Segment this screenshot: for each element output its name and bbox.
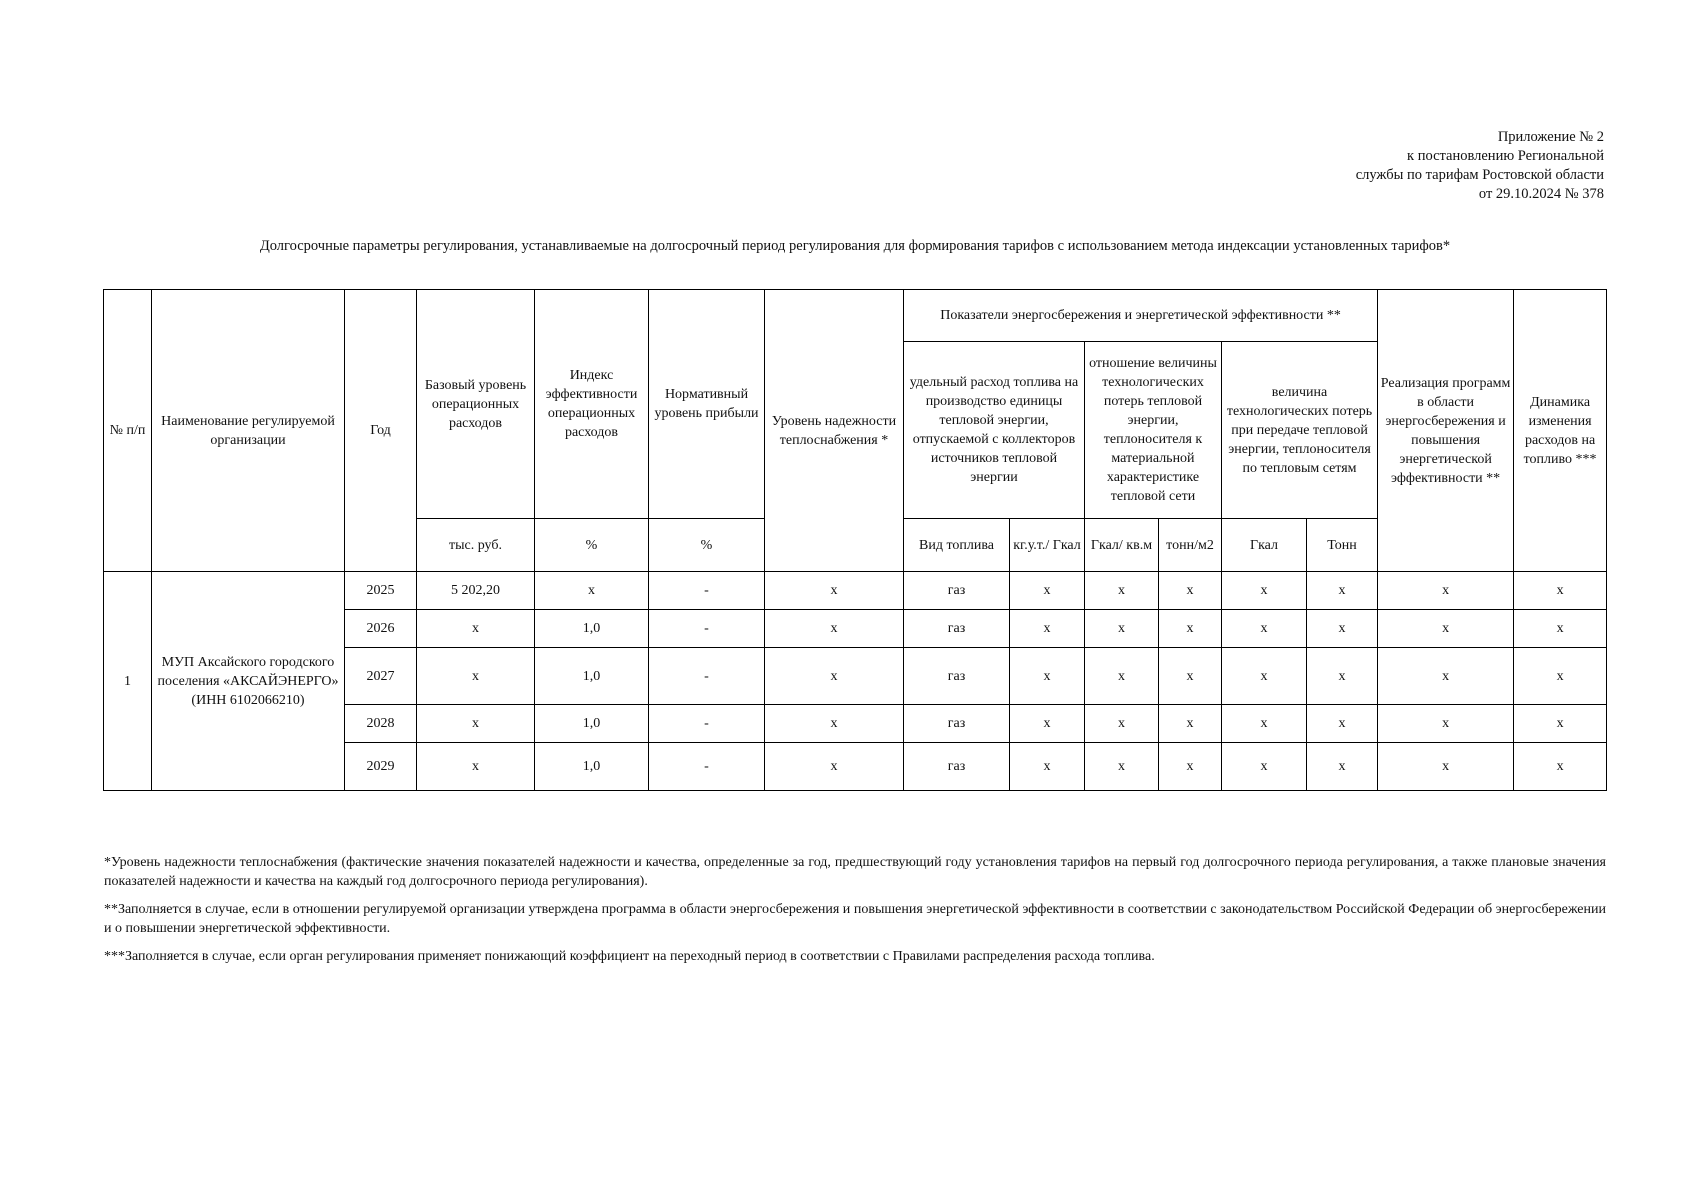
- cell-index: x: [535, 572, 649, 610]
- cell-year: 2028: [345, 705, 417, 743]
- header-num: № п/п: [104, 290, 152, 572]
- unit-fuel-type: Вид топлива: [904, 519, 1010, 572]
- cell-reliability: x: [765, 572, 904, 610]
- cell-loss-ratio-ton: x: [1159, 705, 1222, 743]
- unit-loss-ton: Тонн: [1307, 519, 1378, 572]
- cell-loss-ratio-gkal: x: [1085, 743, 1159, 791]
- cell-fuel-type: газ: [904, 648, 1010, 705]
- cell-loss-gkal: x: [1222, 743, 1307, 791]
- cell-programs: x: [1378, 610, 1514, 648]
- cell-dynamics: x: [1514, 743, 1607, 791]
- appendix-line-1: Приложение № 2: [1497, 129, 1604, 145]
- cell-reliability: x: [765, 610, 904, 648]
- cell-fuel-rate: x: [1010, 743, 1085, 791]
- unit-loss-ratio-ton: тонн/м2: [1159, 519, 1222, 572]
- appendix-block: [1356, 128, 1604, 204]
- cell-loss-ratio-ton: x: [1159, 648, 1222, 705]
- cell-base: x: [417, 743, 535, 791]
- cell-year: 2029: [345, 743, 417, 791]
- cell-fuel-rate: x: [1010, 572, 1085, 610]
- cell-dynamics: x: [1514, 610, 1607, 648]
- appendix-line-4: от 29.10.2024 № 378: [1478, 186, 1604, 202]
- cell-loss-ratio-gkal: x: [1085, 610, 1159, 648]
- cell-base: x: [417, 648, 535, 705]
- cell-year: 2027: [345, 648, 417, 705]
- cell-year: 2025: [345, 572, 417, 610]
- header-year: Год: [345, 290, 417, 572]
- cell-reliability: x: [765, 705, 904, 743]
- cell-profit: -: [649, 705, 765, 743]
- footnote-fuel-coefficient: ***Заполняется в случае, если орган регулирования применяет понижающий коэффициент на переходный период в соответствии с Правилами распределения расхода топлива.: [104, 949, 1155, 964]
- cell-dynamics: x: [1514, 572, 1607, 610]
- appendix-line-2: к постановлению Региональной: [1407, 148, 1604, 164]
- header-loss-value: величина технологических потерь при передаче тепловой энергии, теплоносителя по тепловым сетям: [1222, 342, 1378, 519]
- cell-programs: x: [1378, 705, 1514, 743]
- cell-fuel-rate: x: [1010, 705, 1085, 743]
- cell-loss-ton: x: [1307, 705, 1378, 743]
- cell-fuel-type: газ: [904, 705, 1010, 743]
- parameters-table: [103, 289, 1607, 791]
- cell-index: 1,0: [535, 648, 649, 705]
- org-name: МУП Аксайского городского поселения «АКСАЙЭНЕРГО» (ИНН 6102066210): [152, 572, 345, 791]
- cell-loss-ton: x: [1307, 648, 1378, 705]
- cell-base: x: [417, 705, 535, 743]
- cell-loss-gkal: x: [1222, 610, 1307, 648]
- unit-profit: %: [649, 519, 765, 572]
- cell-loss-ratio-gkal: x: [1085, 648, 1159, 705]
- cell-loss-gkal: x: [1222, 648, 1307, 705]
- cell-base: 5 202,20: [417, 572, 535, 610]
- unit-loss-ratio-gkal: Гкал/ кв.м: [1085, 519, 1159, 572]
- footnote-reliability: *Уровень надежности теплоснабжения (фактические значения показателей надежности и качества, определенные за год, предшествующий году установления тарифов на первый год долгосрочного периода регулирования, а также плановые значения показателей надежности и качества на каждый год долгосрочного периода регулирования).: [104, 855, 1606, 889]
- cell-index: 1,0: [535, 610, 649, 648]
- cell-loss-ton: x: [1307, 743, 1378, 791]
- cell-loss-ton: x: [1307, 572, 1378, 610]
- footnote-energy-program: **Заполняется в случае, если в отношении регулируемой организации утверждена программа в области энергосбережения и повышения энергетической эффективности в соответствии с законодательством Российской Федерации об энергосбережении и о повышении энергетической эффективности.: [104, 902, 1606, 936]
- header-org-name: Наименование регулируемой организации: [152, 290, 345, 572]
- unit-index: %: [535, 519, 649, 572]
- header-loss-ratio: отношение величины технологических потерь тепловой энергии, теплоносителя к материальной характеристике тепловой сети: [1085, 342, 1222, 519]
- cell-loss-gkal: x: [1222, 572, 1307, 610]
- cell-programs: x: [1378, 572, 1514, 610]
- cell-reliability: x: [765, 743, 904, 791]
- cell-year: 2026: [345, 610, 417, 648]
- cell-profit: -: [649, 648, 765, 705]
- cell-loss-ratio-ton: x: [1159, 610, 1222, 648]
- cell-fuel-rate: x: [1010, 648, 1085, 705]
- header-profit-level: Нормативный уровень прибыли: [649, 290, 765, 519]
- cell-reliability: x: [765, 648, 904, 705]
- cell-loss-ratio-ton: x: [1159, 572, 1222, 610]
- header-efficiency-index: Индекс эффективности операционных расходов: [535, 290, 649, 519]
- header-base-expenses: Базовый уровень операционных расходов: [417, 290, 535, 519]
- cell-dynamics: x: [1514, 705, 1607, 743]
- cell-base: x: [417, 610, 535, 648]
- cell-programs: x: [1378, 743, 1514, 791]
- unit-base: тыс. руб.: [417, 519, 535, 572]
- unit-loss-gkal: Гкал: [1222, 519, 1307, 572]
- header-programs: Реализация программ в области энергосбережения и повышения энергетической эффективности **: [1378, 290, 1514, 572]
- cell-loss-ratio-gkal: x: [1085, 705, 1159, 743]
- footnotes: [104, 853, 1606, 975]
- cell-fuel-type: газ: [904, 743, 1010, 791]
- cell-fuel-type: газ: [904, 610, 1010, 648]
- org-number: 1: [104, 572, 152, 791]
- appendix-line-3: службы по тарифам Ростовской области: [1355, 167, 1604, 183]
- cell-programs: x: [1378, 648, 1514, 705]
- header-row-1: [104, 290, 1607, 342]
- table-row: [104, 572, 1607, 610]
- cell-loss-ratio-ton: x: [1159, 743, 1222, 791]
- header-reliability: Уровень надежности теплоснабжения *: [765, 290, 904, 572]
- cell-loss-gkal: x: [1222, 705, 1307, 743]
- cell-fuel-type: газ: [904, 572, 1010, 610]
- document-title: Долгосрочные параметры регулирования, устанавливаемые на долгосрочный период регулирования для формирования тарифов с использованием метода индексации установленных тарифов*: [259, 238, 1451, 254]
- header-fuel-dynamics: Динамика изменения расходов на топливо ***: [1514, 290, 1607, 572]
- header-energy-saving-group: Показатели энергосбережения и энергетической эффективности **: [904, 290, 1378, 342]
- header-fuel-rate: удельный расход топлива на производство единицы тепловой энергии, отпускаемой с коллекторов источников тепловой энергии: [904, 342, 1085, 519]
- cell-profit: -: [649, 572, 765, 610]
- cell-index: 1,0: [535, 743, 649, 791]
- cell-profit: -: [649, 743, 765, 791]
- cell-profit: -: [649, 610, 765, 648]
- cell-index: 1,0: [535, 705, 649, 743]
- cell-fuel-rate: x: [1010, 610, 1085, 648]
- cell-dynamics: x: [1514, 648, 1607, 705]
- cell-loss-ratio-gkal: x: [1085, 572, 1159, 610]
- cell-loss-ton: x: [1307, 610, 1378, 648]
- unit-fuel-rate: кг.у.т./ Гкал: [1010, 519, 1085, 572]
